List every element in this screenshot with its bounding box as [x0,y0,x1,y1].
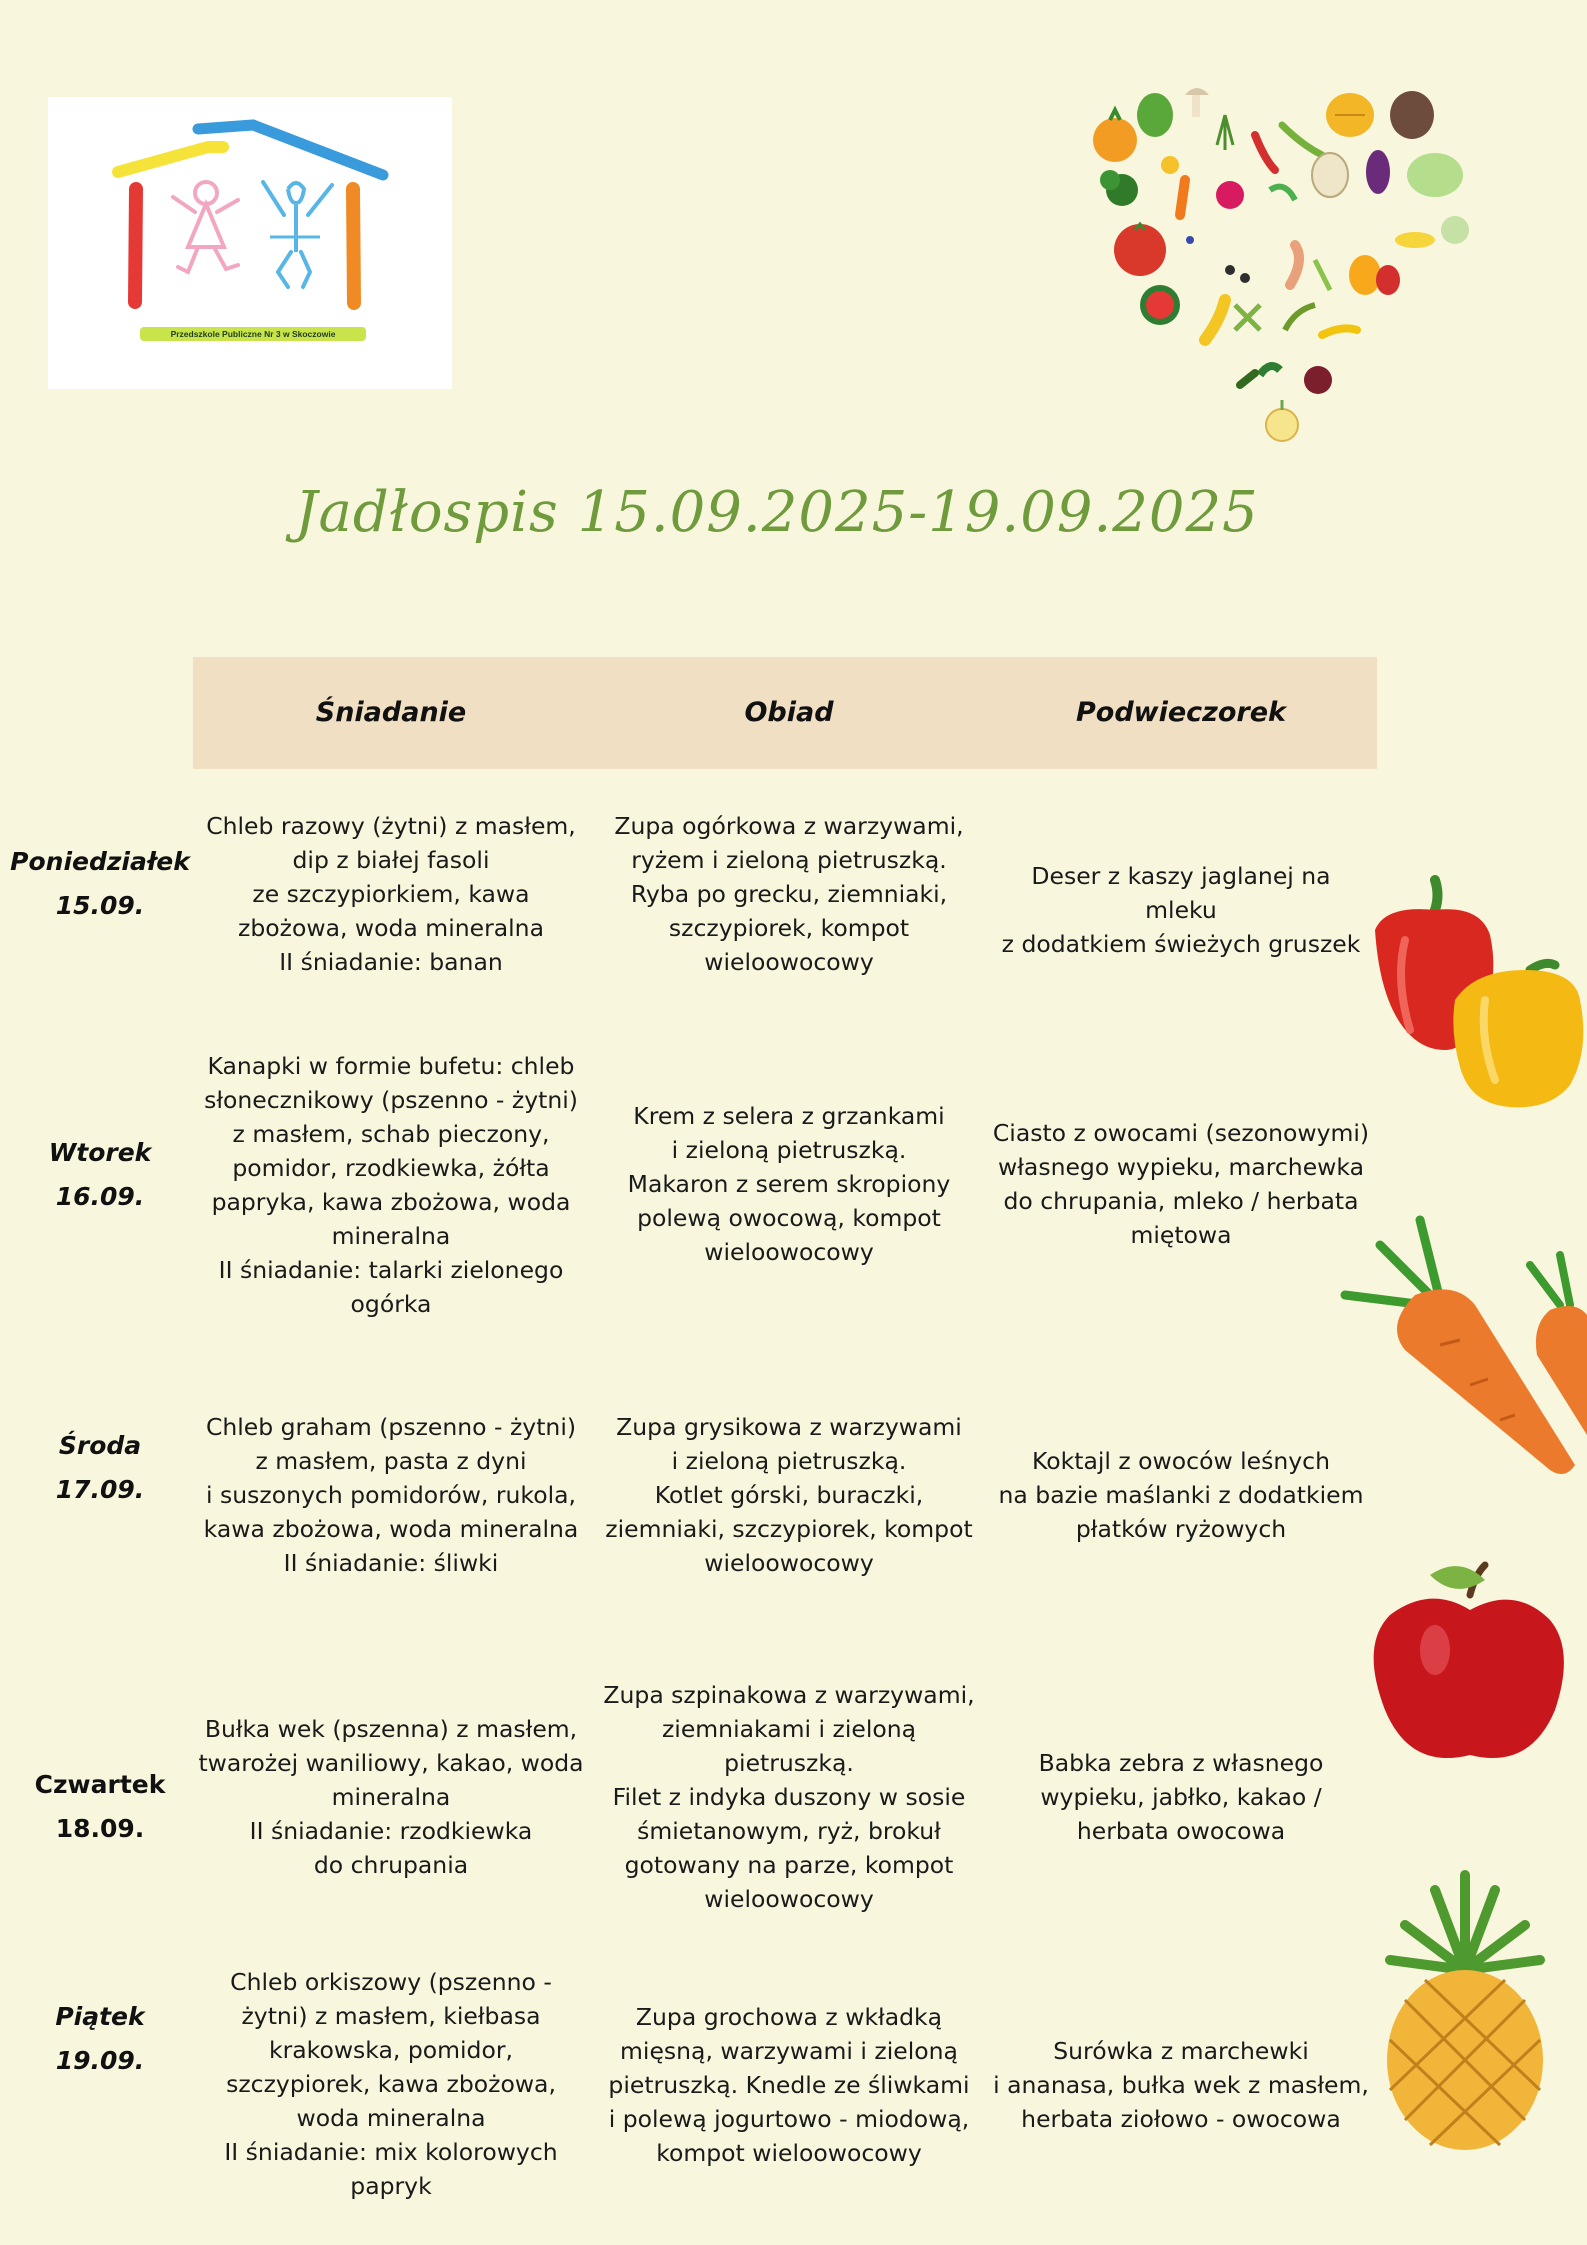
vegetable-heart-icon [1060,80,1500,460]
snack-cell: Babka zebra z własnego wypieku, jabłko, kakao / herbata owocowa [1038,1749,1324,1845]
day-date: 19.09. [55,2046,145,2075]
apple-icon [1370,1555,1580,1775]
day-label-friday [10,1995,190,2083]
day-label-tuesday [10,1131,190,1219]
day-name: Środa [58,1431,142,1460]
lunch-cell: Zupa szpinakowa z warzywami, ziemniakami i zieloną pietruszką. Filet z indyka duszony w sosie śmietanowym, ryż, brokuł gotowany na parze, kompot wieloowocowy [603,1681,975,1913]
column-header-lunch: Obiad [744,697,834,728]
breakfast-cell: Kanapki w formie bufetu: chleb słonecznikowy (pszenno - żytni) z masłem, schab pieczony, pomidor, rzodkiewka, żółta papryka, kawa zbożowa, woda mineralna II śniadanie: talarki zielonego ogórka [204,1052,578,1318]
logo-caption: Przedszkole Publiczne Nr 3 w Skoczowie [140,327,366,341]
menu-title: Jadłospis 15.09.2025-19.09.2025 [295,480,1259,545]
day-date: 16.09. [55,1182,145,1211]
day-date: 18.09. [55,1814,145,1843]
lunch-cell: Zupa ogórkowa z warzywami, ryżem i zieloną pietruszką. Ryba po grecku, ziemniaki, szczypiorek, kompot wieloowocowy [614,812,964,976]
kindergarten-logo [48,97,452,389]
day-name: Piątek [55,2002,145,2031]
breakfast-cell: Chleb razowy (żytni) z masłem, dip z białej fasoli ze szczypiorkiem, kawa zbożowa, woda mineralna II śniadanie: banan [206,812,576,976]
snack-cell: Ciasto z owocami (sezonowymi) własnego wypieku, marchewka do chrupania, mleko / herbata miętowa [992,1119,1370,1249]
lunch-cell: Krem z selera z grzankami i zieloną pietruszką. Makaron z serem skropiony polewą owocową, kompot wieloowocowy [627,1102,951,1266]
breakfast-cell: Bułka wek (pszenna) z masłem, twarożej waniliowy, kakao, woda mineralna II śniadanie: rzodkiewka do chrupania [198,1715,584,1879]
snack-cell: Deser z kaszy jaglanej na mleku z dodatkiem świeżych gruszek [1001,862,1361,958]
day-name: Poniedziałek [10,847,190,876]
day-label-monday [10,840,190,928]
house-children-logo-icon [48,97,452,389]
breakfast-cell: Chleb orkiszowy (pszenno - żytni) z masłem, kiełbasa krakowska, pomidor, szczypiorek, kawa zbożowa, woda mineralna II śniadanie: mix kolorowych papryk [224,1968,558,2200]
breakfast-cell: Chleb graham (pszenno - żytni) z masłem, pasta z dyni i suszonych pomidorów, rukola, kawa zbożowa, woda mineralna II śniadanie: śliwki [203,1413,579,1577]
snack-cell: Surówka z marchewki i ananasa, bułka wek z masłem, herbata ziołowo - owocowa [993,2037,1369,2133]
lunch-cell: Zupa grochowa z wkładką mięsną, warzywami i zieloną pietruszką. Knedle ze śliwkami i polewą jogurtowo - miodową, kompot wieloowocowy [608,2003,970,2167]
table-header [193,657,1377,769]
day-name: Czwartek [34,1770,166,1799]
carrots-icon [1340,1215,1587,1485]
pineapple-icon [1355,1870,1587,2150]
day-date: 17.09. [55,1475,145,1504]
day-date: 15.09. [55,891,145,920]
snack-cell: Koktajl z owoców leśnych na bazie maślanki z dodatkiem płatków ryżowych [998,1447,1364,1543]
day-label-wednesday [10,1424,190,1512]
column-header-breakfast: Śniadanie [315,697,467,728]
day-name: Wtorek [48,1138,152,1167]
column-header-snack: Podwieczorek [1075,697,1287,728]
day-label-thursday [10,1763,190,1851]
lunch-cell: Zupa grysikowa z warzywami i zieloną pietruszką. Kotlet górski, buraczki, ziemniaki, szczypiorek, kompot wieloowocowy [605,1413,973,1577]
bell-peppers-icon [1355,870,1587,1110]
